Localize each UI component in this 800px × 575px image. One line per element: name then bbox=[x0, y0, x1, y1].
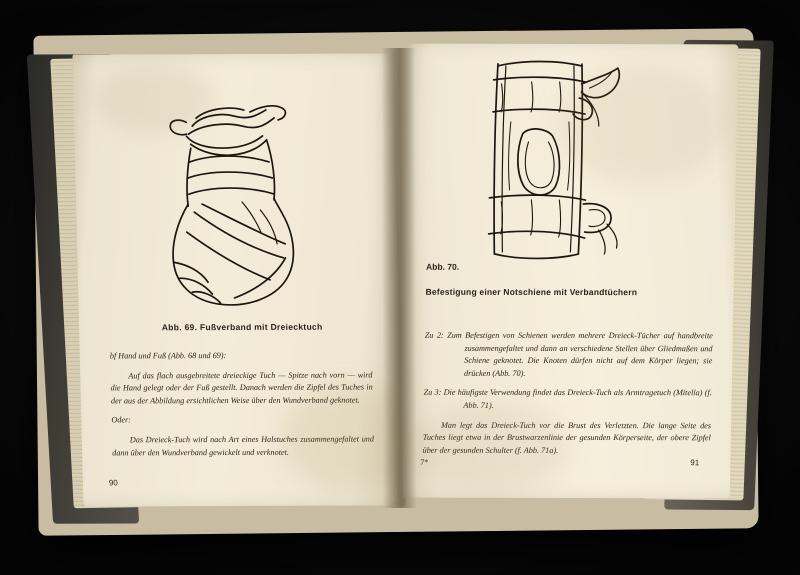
paragraph: Man legt das Dreieck-Tuch vor die Brust des Verletzten. Die lange Seite des Tuches liegt etwa in der Brustwarzenlinie der gesunden Körperseite, der obere Zipfel über der gesunden Schulter (f. Abb. 71a). bbox=[422, 420, 712, 455]
open-book bbox=[26, 18, 774, 554]
figure-caption-right: Befestigung einer Notschiene mit Verbandtüchern bbox=[425, 286, 638, 298]
left-page bbox=[72, 54, 405, 507]
foot-bandage-illustration bbox=[129, 92, 345, 318]
paragraph: bf Hand und Fuß (Abb. 68 und 69): bbox=[109, 351, 227, 361]
right-page bbox=[398, 44, 739, 498]
folio-right: 91 bbox=[690, 458, 700, 468]
paragraph: Zu 3: Die häufigste Verwendung findet das Dreieck-Tuch als Armtragetuch (Mitella) (f. Abb. 71). bbox=[423, 388, 712, 410]
right-page-body bbox=[422, 330, 713, 468]
paragraph: Auf das flach ausgebreitete dreieckige Tuch — Spitze nach vorn — wird die Hand gelegt oder der Fuß gestellt. Danach werden die Zipfel des Tuches in der aus der Abbildung ersichtlichen Weise über den Wundverband geknotet. bbox=[110, 370, 373, 406]
emergency-splint-illustration bbox=[428, 58, 682, 268]
signature-mark: 7* bbox=[420, 457, 429, 467]
paragraph: Das Dreieck-Tuch wird nach Art eines Halstuches zusammengefaltet und dann über den Wundverband gewickelt und verknotet. bbox=[112, 434, 375, 457]
folio-left: 90 bbox=[108, 478, 118, 488]
figure-number-right: Abb. 70. bbox=[425, 261, 460, 272]
figure-caption-left: Abb. 69. Fußverband mit Dreiecktuch bbox=[161, 321, 323, 333]
paragraph-label-oder: Oder: bbox=[111, 415, 132, 425]
left-page-body bbox=[110, 350, 375, 467]
paragraph: Zu 2: Zum Befestigen von Schienen werden mehrere Dreieck-Tücher auf handbreite zusammengefaltet und dann an verschiedene Stellen über Gliedmaßen und Schiene geknotet. Die Knoten dürfen nicht auf dem Körper liegen; sie drücken (Abb. 70). bbox=[424, 330, 713, 378]
